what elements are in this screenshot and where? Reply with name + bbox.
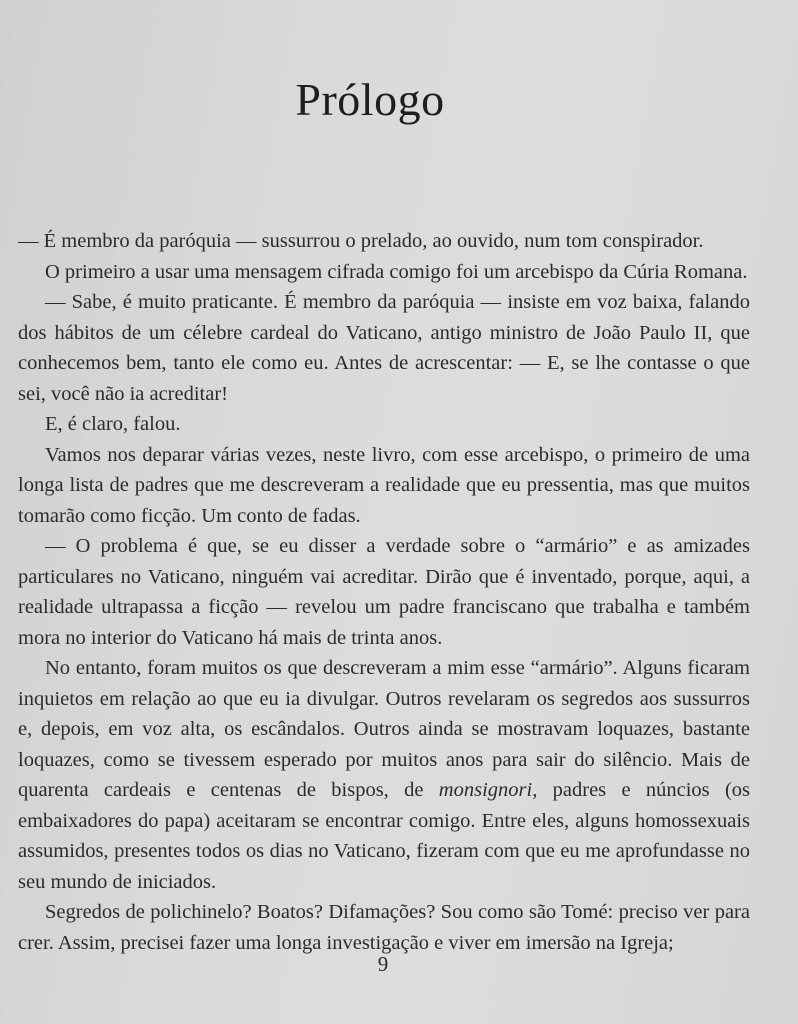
chapter-body bbox=[18, 226, 750, 958]
italic-term: monsignori bbox=[438, 779, 533, 801]
paragraph-1: — É membro da paróquia — sussurrou o prelado, ao ouvido, num tom conspirador. bbox=[18, 230, 704, 252]
paragraph-7 bbox=[18, 653, 750, 897]
paragraph-7-part-1: No entanto, foram muitos os que descreveram a mim esse “armário”. Alguns ficaram inquietos em relação ao que eu ia divulgar. Outros revelaram os segredos aos sussurros e, depois, em voz alta, os escândalos. Outros ainda se mostravam loquazes, bastante loquazes, como se tivessem esperado por muitos anos para sair do silêncio. Mais de quarenta cardeais e centenas de bispos, de bbox=[18, 657, 750, 801]
paragraph-3: — Sabe, é muito praticante. É membro da paróquia — insiste em voz baixa, falando dos hábitos de um célebre cardeal do Vaticano, antigo ministro de João Paulo II, que conhecemos bem, tanto ele como eu. Antes de acrescentar: — E, se lhe contasse o que sei, você não ia acreditar! bbox=[18, 291, 750, 405]
paragraph-8: Segredos de polichinelo? Boatos? Difamações? Sou como são Tomé: preciso ver para crer. Assim, precisei fazer uma longa investigação e viver em imersão na Igreja; bbox=[18, 901, 750, 954]
paragraph-7-part-2: , padres e núncios (os embaixadores do papa) aceitaram se encontrar comigo. Entre eles, alguns homossexuais assumidos, presentes todos os dias no Vaticano, fizeram com que eu me aprofundasse no seu mundo de iniciados. bbox=[18, 779, 751, 893]
paragraph-2: O primeiro a usar uma mensagem cifrada comigo foi um arcebispo da Cúria Romana. bbox=[45, 260, 748, 283]
paragraph-4: E, é claro, falou. bbox=[45, 413, 181, 435]
paragraph-6: — O problema é que, se eu disser a verdade sobre o “armário” e as amizades particulares no Vaticano, ninguém vai acreditar. Dirão que é inventado, porque, aqui, a realidade ultrapassa a ficção — revelou um padre franciscano que trabalha e também mora no interior do Vaticano há mais de trinta anos. bbox=[18, 535, 750, 649]
page-number: 9 bbox=[377, 952, 389, 976]
chapter-title: Prólogo bbox=[295, 73, 445, 125]
paragraph-5: Vamos nos deparar várias vezes, neste livro, com esse arcebispo, o primeiro de uma longa lista de padres que me descreveram a realidade que eu pressentia, mas que muitos tomarão como ficção. Um conto de fadas. bbox=[18, 443, 750, 527]
